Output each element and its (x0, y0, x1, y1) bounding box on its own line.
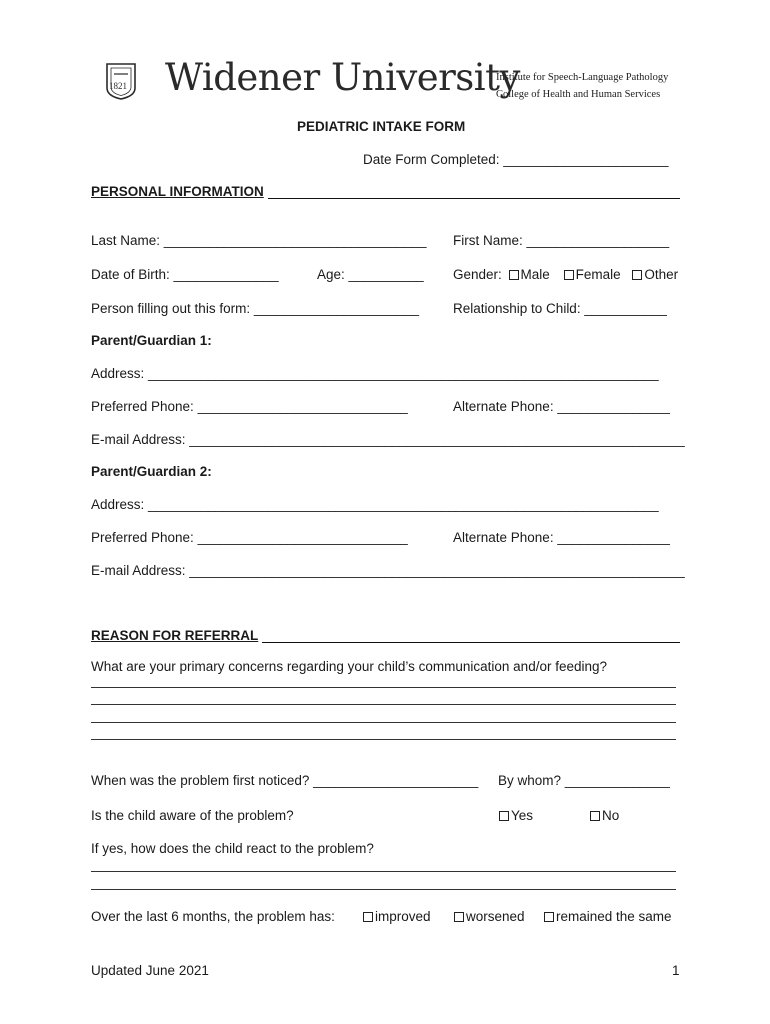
aware-question: Is the child aware of the problem? (91, 808, 294, 823)
checkbox-icon[interactable] (632, 270, 642, 280)
guardian2-heading: Parent/Guardian 2: (91, 464, 212, 479)
gender-label: Gender: (453, 267, 502, 282)
by-whom-field[interactable]: By whom? ______________ (498, 773, 670, 788)
concerns-answer-line-4[interactable] (91, 739, 676, 740)
aware-no-option[interactable]: No (590, 808, 619, 823)
concerns-answer-line-1[interactable] (91, 687, 676, 688)
form-title: PEDIATRIC INTAKE FORM (297, 119, 466, 134)
referral-heading: REASON FOR REFERRAL (91, 628, 259, 643)
checkbox-icon[interactable] (564, 270, 574, 280)
age-field[interactable]: Age: __________ (317, 267, 424, 282)
guardian2-email-field[interactable]: E-mail Address: __________________________________________________________________ (91, 563, 685, 578)
person-filling-field[interactable]: Person filling out this form: ______________________ (91, 301, 419, 316)
concerns-answer-line-3[interactable] (91, 722, 676, 723)
guardian2-address-field[interactable]: Address: ____________________________________________________________________ (91, 497, 659, 512)
gender-female-option[interactable]: Female (564, 267, 621, 282)
checkbox-icon[interactable] (363, 912, 373, 922)
last-name-field[interactable]: Last Name: ___________________________________ (91, 233, 427, 248)
page-number: 1 (672, 963, 680, 978)
checkbox-icon[interactable] (454, 912, 464, 922)
gender-other-option[interactable]: Other (632, 267, 678, 282)
guardian1-heading: Parent/Guardian 1: (91, 333, 212, 348)
checkbox-icon[interactable] (590, 811, 600, 821)
footer-updated: Updated June 2021 (91, 963, 209, 978)
improved-option[interactable]: improved (363, 909, 431, 924)
date-completed-field[interactable]: Date Form Completed: ______________________ (363, 152, 669, 167)
dob-field[interactable]: Date of Birth: ______________ (91, 267, 279, 282)
guardian1-address-field[interactable]: Address: ____________________________________________________________________ (91, 366, 659, 381)
institute-name: Institute for Speech-Language Pathology (496, 72, 669, 83)
guardian1-email-field[interactable]: E-mail Address: __________________________________________________________________ (91, 432, 685, 447)
react-answer-line-2[interactable] (91, 889, 676, 890)
college-name: College of Health and Human Services (496, 89, 661, 100)
react-answer-line-1[interactable] (91, 871, 676, 872)
last6-question: Over the last 6 months, the problem has: (91, 909, 335, 924)
checkbox-icon[interactable] (544, 912, 554, 922)
worsened-option[interactable]: worsened (454, 909, 525, 924)
checkbox-icon[interactable] (509, 270, 519, 280)
personal-info-heading: PERSONAL INFORMATION (91, 184, 264, 199)
aware-yes-option[interactable]: Yes (499, 808, 533, 823)
concerns-answer-line-2[interactable] (91, 704, 676, 705)
personal-info-rule (268, 198, 680, 199)
gender-male-option[interactable]: Male (509, 267, 550, 282)
university-name: Widener University (165, 56, 520, 99)
guardian2-phone-field[interactable]: Preferred Phone: ____________________________ (91, 530, 408, 545)
checkbox-icon[interactable] (499, 811, 509, 821)
gender-group (453, 267, 678, 282)
seal-year: 1821 (109, 81, 127, 91)
guardian1-alt-phone-field[interactable]: Alternate Phone: _______________ (453, 399, 670, 414)
remained-same-option[interactable]: remained the same (544, 909, 672, 924)
guardian2-alt-phone-field[interactable]: Alternate Phone: _______________ (453, 530, 670, 545)
first-name-field[interactable]: First Name: ___________________ (453, 233, 670, 248)
relationship-field[interactable]: Relationship to Child: ___________ (453, 301, 667, 316)
guardian1-phone-field[interactable]: Preferred Phone: ____________________________ (91, 399, 408, 414)
concerns-question: What are your primary concerns regarding your child’s communication and/or feeding? (91, 659, 608, 674)
react-question: If yes, how does the child react to the problem? (91, 841, 374, 856)
first-noticed-field[interactable]: When was the problem first noticed? ______________________ (91, 773, 479, 788)
referral-rule (262, 642, 680, 643)
